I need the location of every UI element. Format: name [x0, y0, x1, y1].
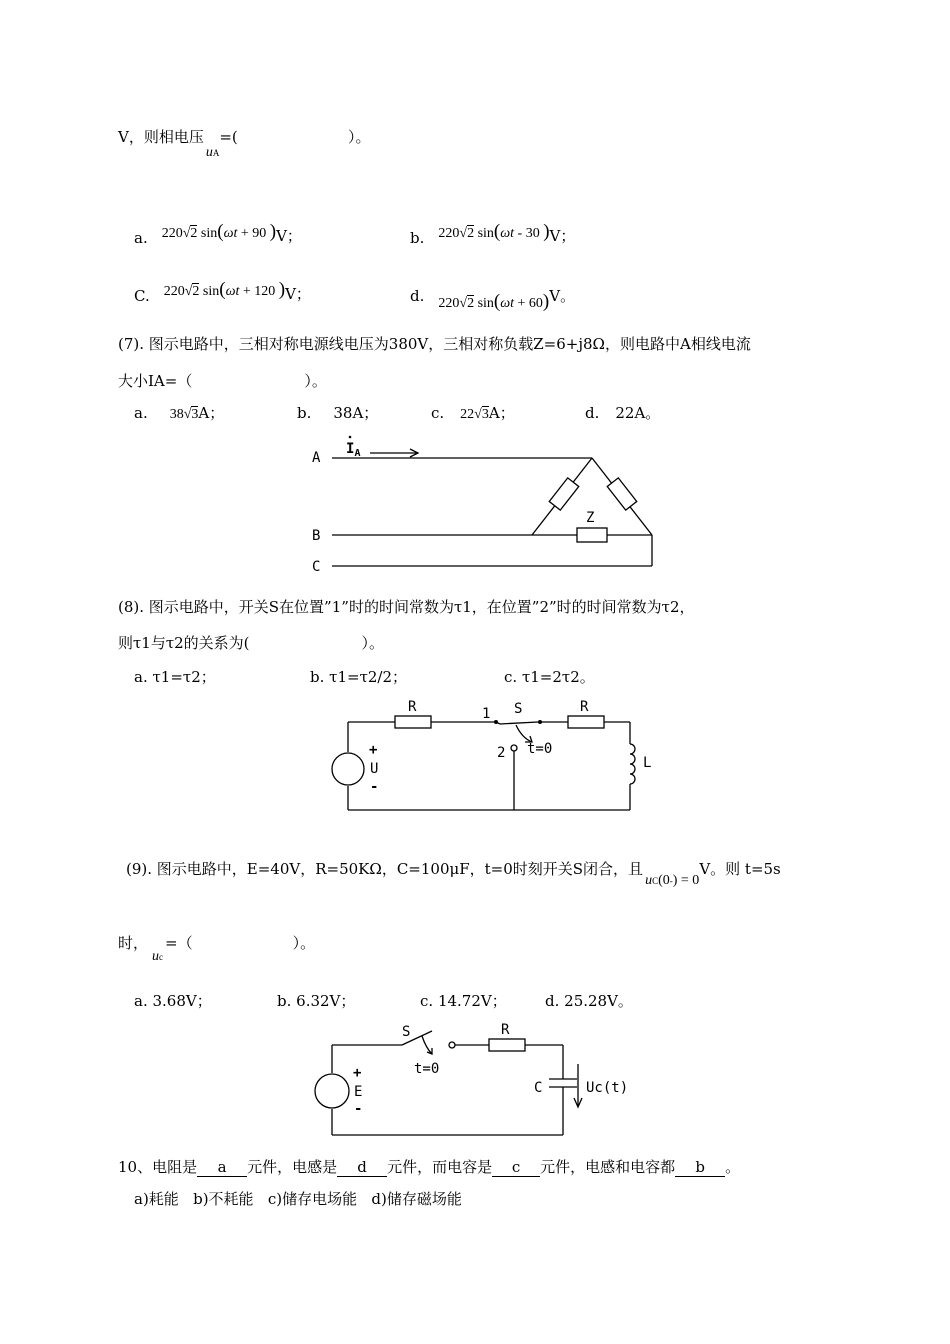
q10-answer-2: d	[337, 1159, 387, 1177]
q9-option-b: b. 6.32V；	[277, 992, 356, 1010]
q9-source-label: E	[354, 1084, 363, 1100]
q9-cap-label: C	[534, 1080, 543, 1096]
q8-plus-label: +	[369, 742, 378, 758]
q7-current-label: $I_A$	[346, 441, 361, 459]
q10-choices: a)耗能 b)不耗能 c)储存电场能 d)储存磁场能	[134, 1190, 462, 1208]
q9-plus-label: +	[353, 1065, 362, 1081]
q9-voltage-label: Uc(t)	[586, 1080, 629, 1096]
q8-pos1-label: 1	[482, 706, 491, 722]
q9-r-label: R	[501, 1022, 510, 1038]
q8-source-label: U	[370, 761, 379, 777]
q9-switch-contact	[449, 1042, 455, 1048]
q10-answer-1: a	[197, 1159, 247, 1177]
option-label: C.	[134, 287, 150, 305]
q8-minus-label: -	[370, 779, 379, 795]
q8-option-c: c. τ1=2τ2。	[504, 668, 595, 686]
q6-var-sub: A	[212, 148, 220, 158]
q7-label-b: B	[312, 528, 321, 544]
option-label: d.	[410, 287, 425, 305]
q9-minus-label: -	[354, 1101, 363, 1117]
q7-line2: 大小IA=（ ）。	[118, 372, 327, 390]
q9-line1: (9). 图示电路中，E=40V，R=50KΩ，C=100μF，t=0时刻开关S闭合，且uC(0-) = 0V。则 t=5s	[126, 860, 781, 888]
option-label: a.	[134, 229, 148, 247]
q6-close: ）。	[348, 128, 371, 146]
q7-option-b: b. 38A；	[297, 404, 379, 422]
q8-r1-label: R	[408, 699, 417, 715]
q6-stem-suffix: =(	[219, 128, 238, 146]
q8-r2-label: R	[580, 699, 589, 715]
q7-option-d: d. 22A。	[585, 404, 661, 422]
q9-line2: 时，uc=（ ）。	[118, 934, 316, 964]
q8-switch-label: S	[514, 701, 523, 717]
q8-option-a: a. τ1=τ2；	[134, 668, 216, 686]
q8-time-label: t=0	[527, 741, 553, 757]
q6-option-a: a. 220√2 sin(ωt + 90 )V；	[134, 221, 302, 247]
q8-line2: 则τ1与τ2的关系为( ）。	[118, 634, 385, 652]
option-label: b.	[410, 229, 425, 247]
q7-option-a: a. 38√3A；	[134, 404, 225, 422]
q8-option-b: b. τ1=τ2/2；	[310, 668, 408, 686]
q9-option-a: a. 3.68V；	[134, 992, 212, 1010]
q10-line: 10、电阻是 a 元件，电感是 d 元件，而电容是 c 元件，电感和电容都 b 。	[118, 1158, 741, 1176]
q9-option-c: c. 14.72V；	[420, 992, 507, 1010]
q6-var: u	[205, 145, 213, 160]
q8-line1: (8). 图示电路中，开关S在位置”1”时的时间常数为τ1，在位置”2”时的时间常数为τ2，	[118, 598, 695, 616]
q8-inductor-label: L	[643, 755, 652, 771]
q8-pos2-label: 2	[497, 745, 506, 761]
q6-option-c: C. 220√2 sin(ωt + 120 )V；	[134, 279, 311, 305]
q6-option-d: d. 220√2 sin(ωt + 60)V。	[410, 287, 576, 312]
q7-label-c: C	[312, 559, 321, 575]
q9-switch-label: S	[402, 1024, 411, 1040]
q9-option-d: d. 25.28V。	[545, 992, 633, 1010]
q10-answer-4: b	[675, 1159, 725, 1177]
q7-load-label: Z	[586, 510, 595, 526]
q7-label-a: A	[312, 450, 321, 466]
q6-option-b: b. 220√2 sin(ωt - 30 )V；	[410, 221, 576, 247]
q7-option-c: c. 22√3A；	[431, 404, 515, 422]
q10-answer-3: c	[492, 1159, 540, 1177]
q9-time-label: t=0	[414, 1061, 440, 1077]
q7-line1: (7). 图示电路中，三相对称电源线电压为380V，三相对称负载Z=6+j8Ω，则电路中A相线电流	[118, 335, 751, 353]
q6-stem-prefix: V，则相电压	[118, 128, 204, 146]
